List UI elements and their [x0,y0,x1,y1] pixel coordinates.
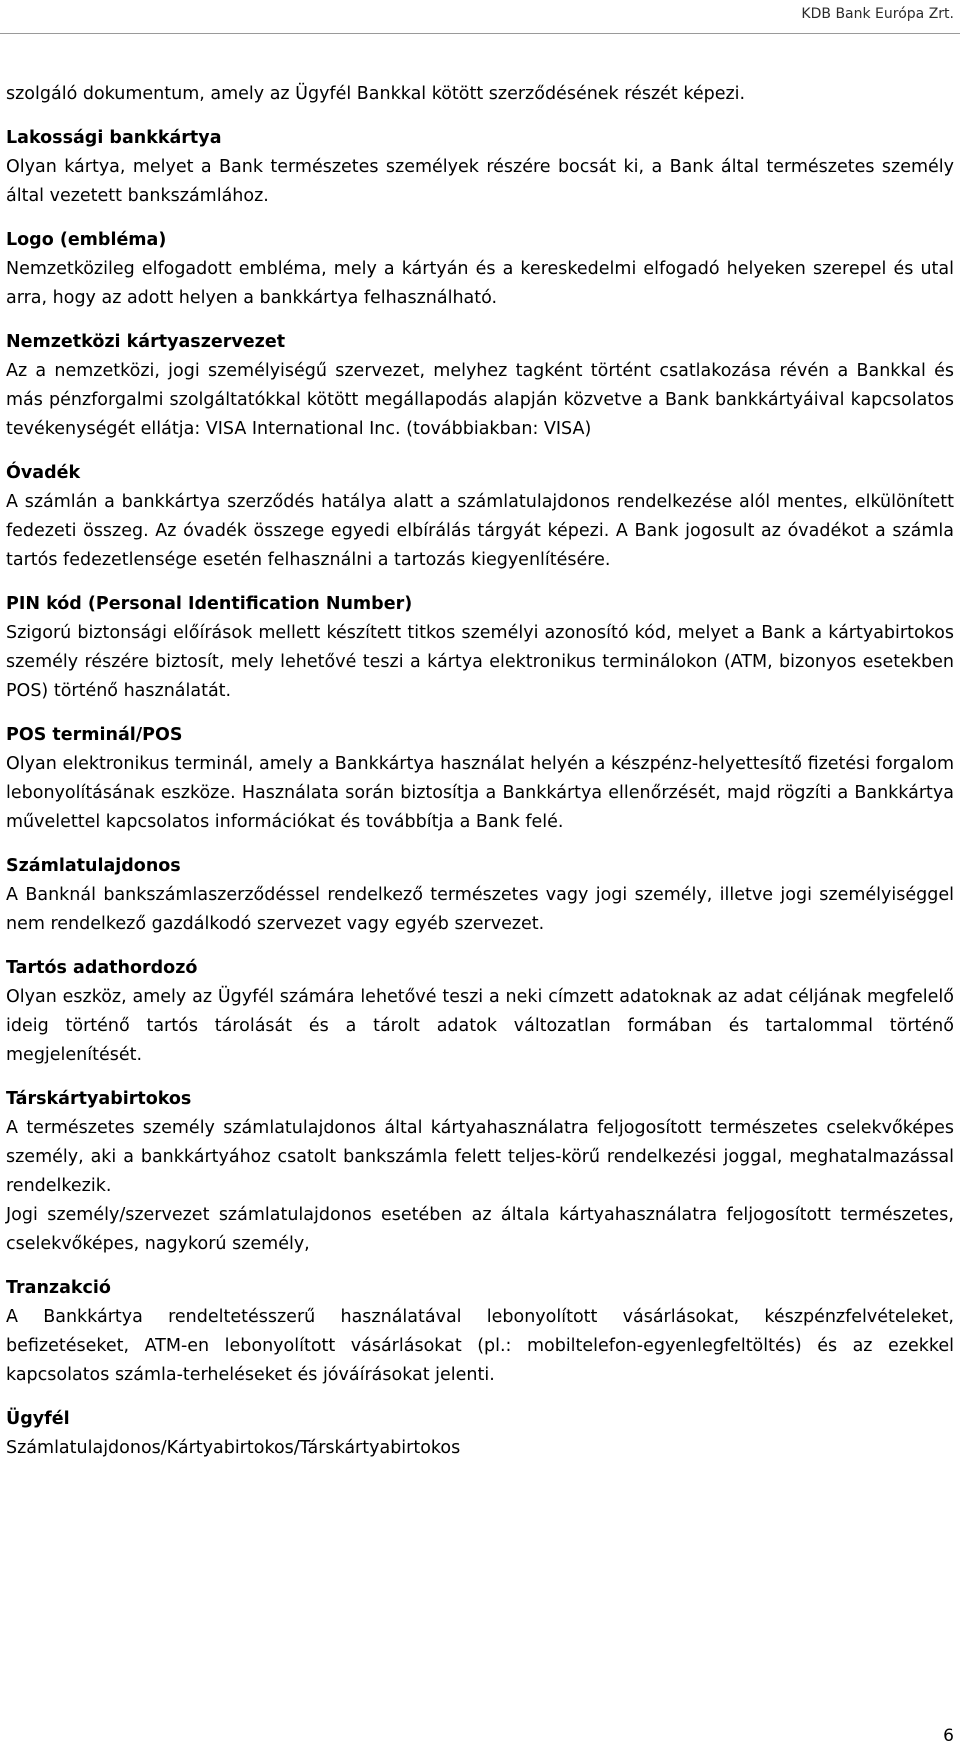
term-definition: A számlán a bankkártya szerződés hatálya alatt a számlatulajdonos rendelkezése alól mentes, elkülönített fedezeti összeg. Az óvadék összege egyedi elbírálás tárgyát képezi. A Bank jogosult az óvadékot a számla tartós fedezetlensége esetén felhasználni a tartozás kiegyenlítésére. [6,492,954,570]
entry-pin-kod [6,590,954,706]
term-definition: Számlatulajdonos/Kártyabirtokos/Társkártyabirtokos [6,1438,461,1458]
term-definition: Szigorú biztonsági előírások mellett készített titkos személyi azonosító kód, melyet a Bank a kártyabirtokos személy részére biztosít, mely lehetővé teszi a kártya elektronikus terminálokon (ATM, bizonyos esetekben POS) történő használatát. [6,623,954,701]
entry-tarskartyabirtokos [6,1085,954,1259]
term-definition: Az a nemzetközi, jogi személyiségű szervezet, melyhez tagként történt csatlakozása révén a Bankkal és más pénzforgalmi szolgáltatókkal kötött megállapodás alapján közvetve a Bank bankkártyáival kapcsolatos tevékenységét ellátja: VISA International Inc. (továbbiakban: VISA) [6,361,954,439]
term-heading: Ügyfél [6,1409,70,1429]
entry-nemzetkozi-kartyaszervezet [6,328,954,444]
term-heading: Nemzetközi kártyaszervezet [6,332,286,352]
term-definition: A természetes személy számlatulajdonos által kártyahasználatra feljogosított természetes cselekvőképes személy, aki a bankkártyához csatolt bankszámla felett teljes-körű rendelkezési joggal, meghatalmazással rendelkezik. [6,1118,954,1196]
header-divider [0,33,960,34]
document-body [6,80,954,1478]
entry-szamlatulajdonos [6,852,954,939]
term-definition: A Banknál bankszámlaszerződéssel rendelkező természetes vagy jogi személy, illetve jogi személyiséggel nem rendelkező gazdálkodó szervezet vagy egyéb szervezet. [6,885,954,934]
entry-ovadek [6,459,954,575]
term-heading: Tranzakció [6,1278,111,1298]
term-definition: Jogi személy/szervezet számlatulajdonos esetében az általa kártyahasználatra feljogosított természetes, cselekvőképes, nagykorú személy, [6,1205,954,1254]
intro-text: szolgáló dokumentum, amely az Ügyfél Bankkal kötött szerződésének részét képezi. [6,84,746,104]
term-heading: Logo (embléma) [6,230,167,250]
term-definition: Olyan elektronikus terminál, amely a Bankkártya használat helyén a készpénz-helyettesítő fizetési forgalom lebonyolításának eszköze. Használata során biztosítja a Bankkártya ellenőrzését, majd rögzíti a Bankkártya művelettel kapcsolatos információkat és továbbítja a Bank felé. [6,754,954,832]
term-heading: Óvadék [6,463,81,483]
entry-tranzakcio [6,1274,954,1390]
entry-tartos-adathordozo [6,954,954,1070]
entry-pos-terminal [6,721,954,837]
term-heading: Számlatulajdonos [6,856,181,876]
entry-logo [6,226,954,313]
entry-lakossagi-bankkartya [6,124,954,211]
term-heading: PIN kód (Personal Identification Number) [6,594,413,614]
term-definition: Nemzetközileg elfogadott embléma, mely a kártyán és a kereskedelmi elfogadó helyeken szerepel és utal arra, hogy az adott helyen a bankkártya felhasználható. [6,259,954,308]
term-definition: Olyan eszköz, amely az Ügyfél számára lehetővé teszi a neki címzett adatoknak az adat céljának megfelelő ideig történő tartós tárolását és a tárolt adatok változatlan formában és tartalommal történő megjelenítését. [6,987,954,1065]
header-company-name: KDB Bank Európa Zrt. [801,6,954,22]
term-heading: POS terminál/POS [6,725,183,745]
term-heading: Tartós adathordozó [6,958,198,978]
term-heading: Társkártyabirtokos [6,1089,192,1109]
term-definition: A Bankkártya rendeltetésszerű használatával lebonyolított vásárlásokat, készpénzfelvételeket, befizetéseket, ATM-en lebonyolított vásárlásokat (pl.: mobiltelefon-egyenlegfeltöltés) és az ezekkel kapcsolatos számla-terheléseket és jóváírásokat jelenti. [6,1307,954,1385]
entry-ugyfel [6,1405,954,1463]
page-number: 6 [943,1726,954,1746]
term-definition: Olyan kártya, melyet a Bank természetes személyek részére bocsát ki, a Bank által természetes személy által vezetett bankszámlához. [6,157,954,206]
term-heading: Lakossági bankkártya [6,128,222,148]
